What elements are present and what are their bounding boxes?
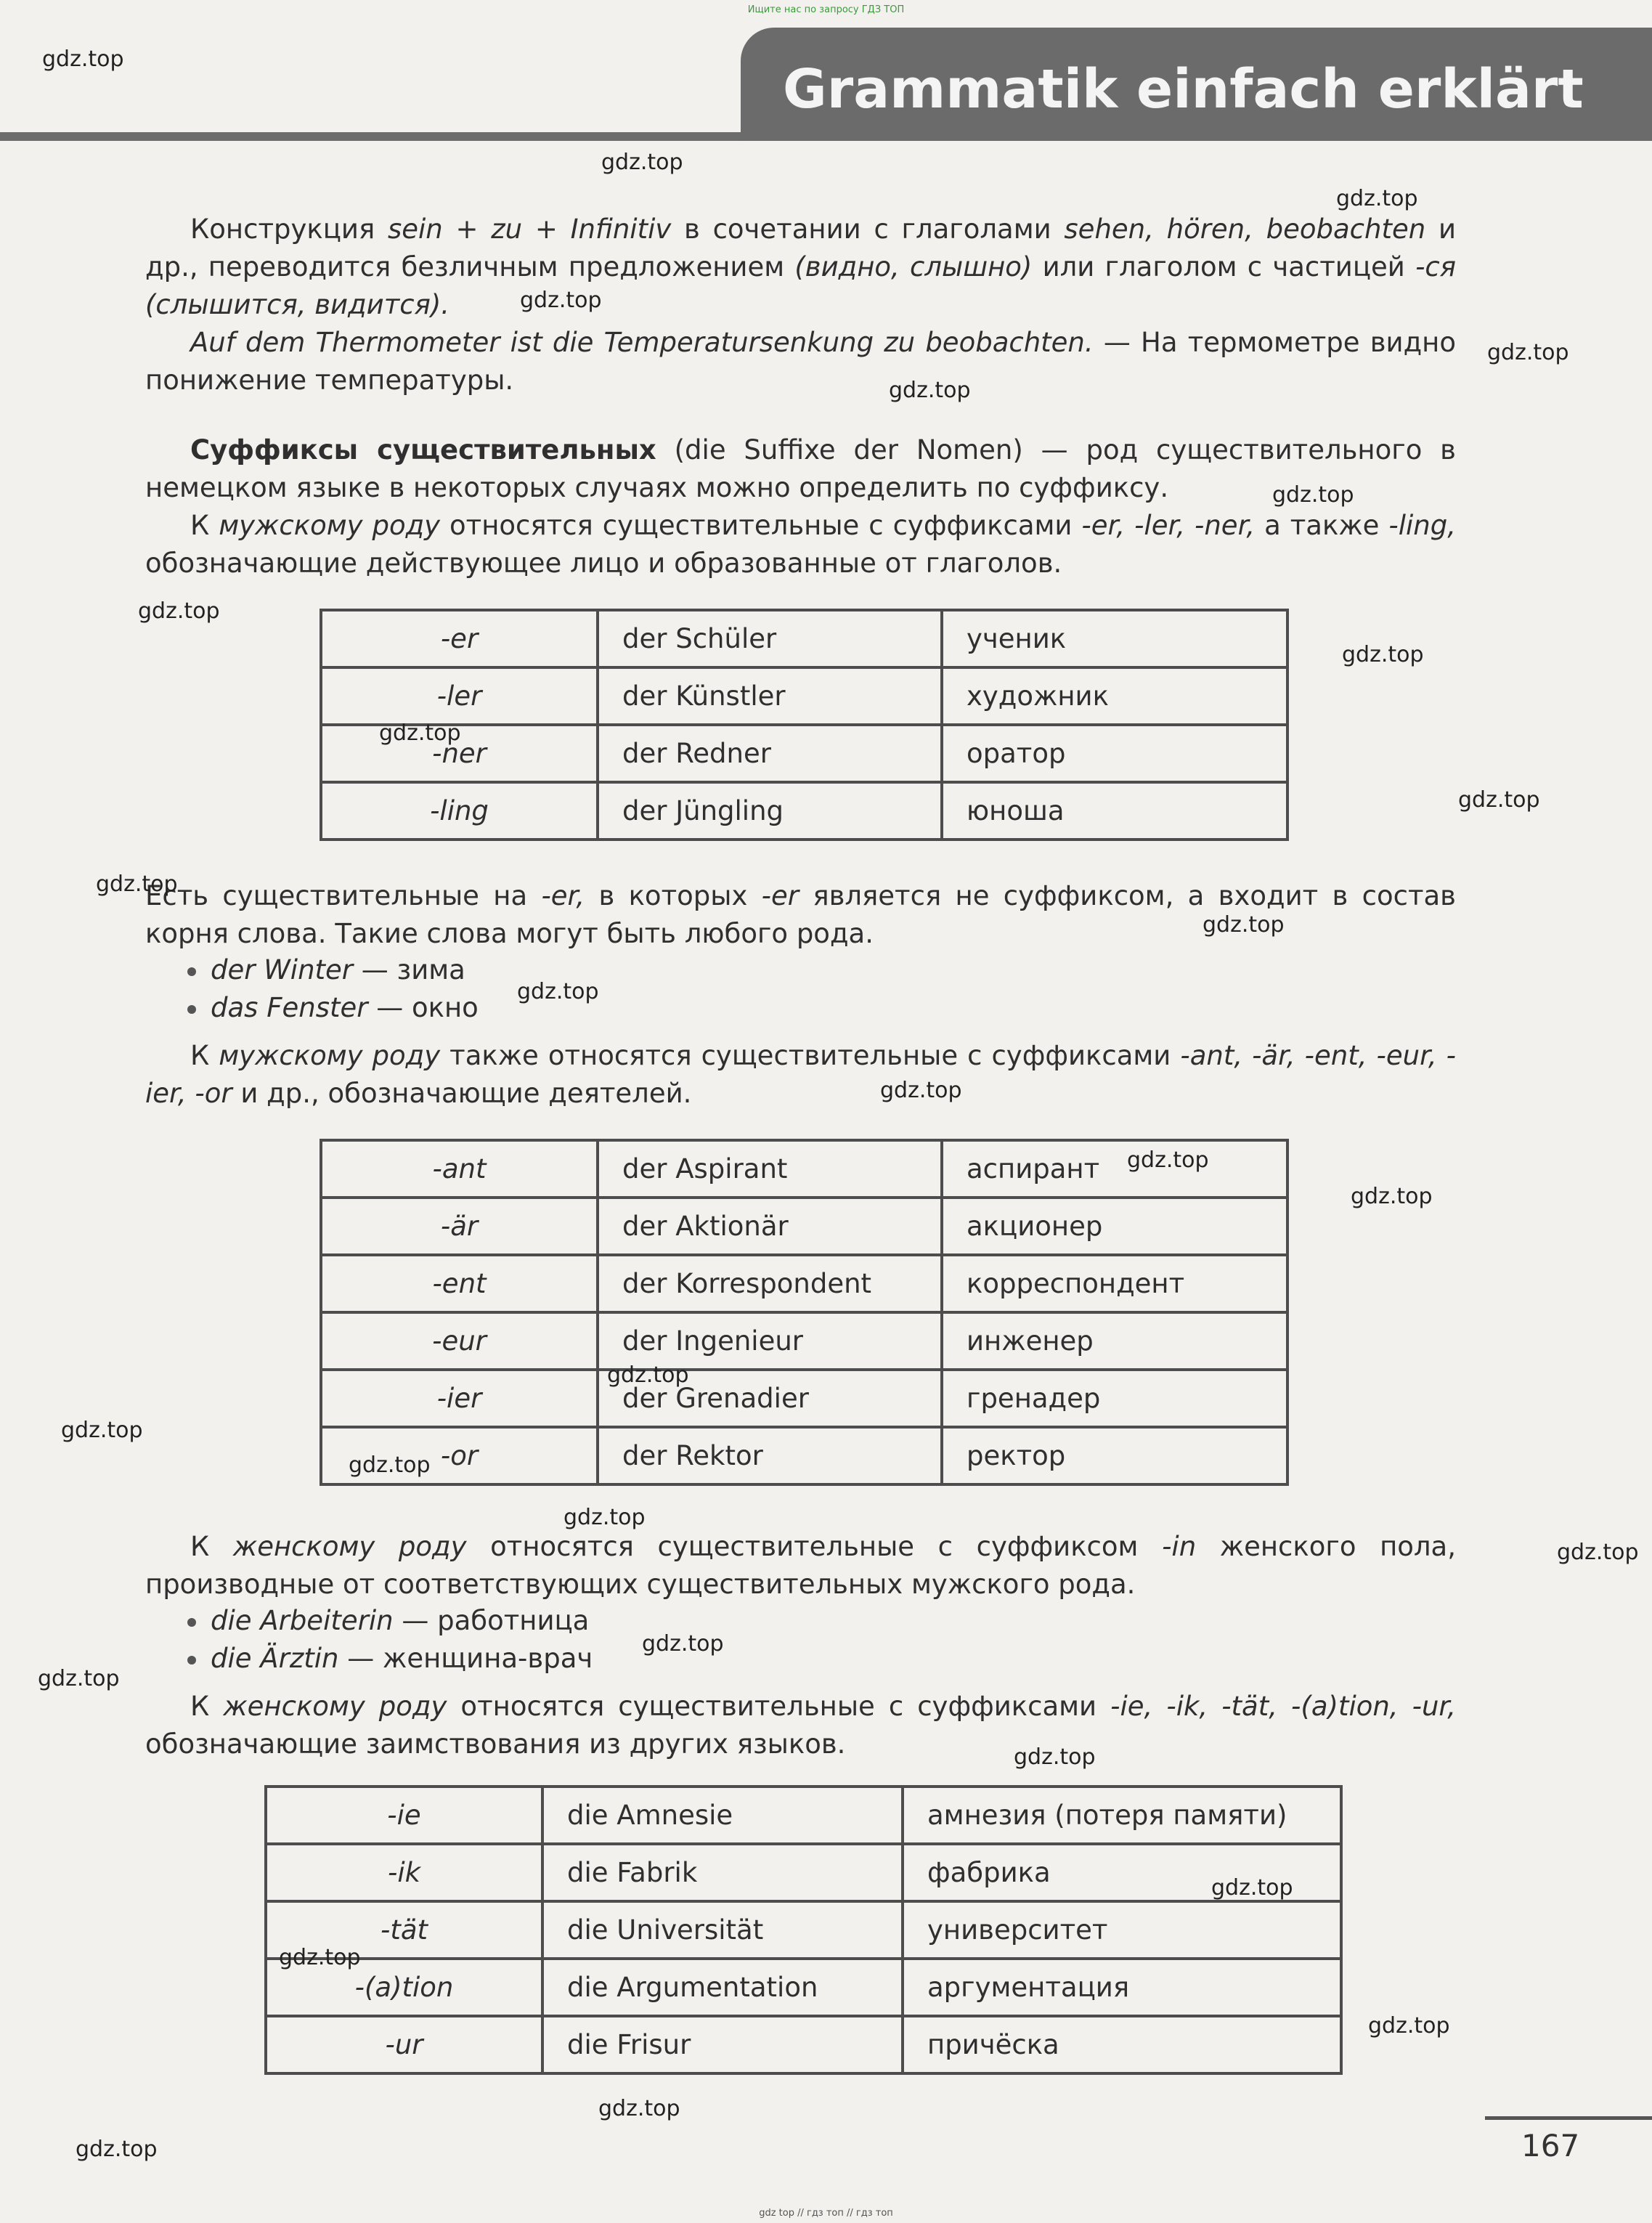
list-item: der Winter — зима — [187, 951, 465, 989]
table-row — [321, 1370, 1287, 1427]
table-row — [321, 667, 1287, 725]
table-row — [266, 1901, 1341, 1959]
table-row — [266, 1787, 1341, 1844]
table-cell: der Ingenieur — [598, 1312, 942, 1370]
watermark: gdz.top — [642, 1631, 724, 1657]
table-cell: аргументация — [903, 1959, 1341, 2016]
table-cell: der Grenadier — [598, 1370, 942, 1427]
table-cell: die Argumentation — [542, 1959, 903, 2016]
suffix-table-1 — [320, 609, 1289, 841]
table-cell: die Frisur — [542, 2016, 903, 2073]
table-cell: университет — [903, 1901, 1341, 1959]
table-cell: юноша — [942, 782, 1287, 840]
watermark: gdz.top — [1342, 642, 1424, 667]
watermark: gdz.top — [880, 1078, 962, 1103]
suffix-table-2 — [320, 1139, 1289, 1486]
watermark: gdz.top — [517, 979, 599, 1004]
watermark: gdz.top — [1557, 1540, 1639, 1565]
suffix-cell: -ik — [266, 1844, 542, 1901]
table-cell: der Jüngling — [598, 782, 942, 840]
footer-rule — [1485, 2116, 1652, 2120]
watermark: gdz.top — [96, 871, 178, 897]
table-cell: ученик — [942, 610, 1287, 667]
table-cell: причёска — [903, 2016, 1341, 2073]
watermark: gdz.top — [889, 378, 971, 403]
section-heading: Суффиксы существительных — [190, 434, 656, 466]
table-row — [321, 1198, 1287, 1255]
suffix-cell: -ur — [266, 2016, 542, 2073]
watermark: gdz.top — [1211, 1875, 1293, 1901]
table-row — [321, 610, 1287, 667]
watermark: gdz.top — [61, 1418, 143, 1443]
table-cell: der Aspirant — [598, 1140, 942, 1198]
table-cell: корреспондент — [942, 1255, 1287, 1312]
watermark: gdz.top — [349, 1452, 431, 1478]
watermark: gdz.top — [520, 288, 602, 313]
list-item: die Arbeiterin — работница — [187, 1602, 589, 1640]
feminine-paragraph-2: К женскому роду относятся существительные с суффиксами -ie, -ik, -tät, -(a)tion, -ur, обозначающие заимствования из других языков. — [145, 1691, 1456, 1760]
watermark: gdz.top — [1458, 787, 1540, 813]
suffix-cell: -tät — [266, 1901, 542, 1959]
table-cell: фабрика — [903, 1844, 1341, 1901]
watermark: gdz.top — [601, 150, 683, 175]
list-item: das Fenster — окно — [187, 989, 479, 1027]
intro-example: Auf dem Thermometer ist die Temperatursenkung zu beobachten. — На термометре видно понижение температуры. — [145, 327, 1456, 396]
watermark: gdz.top — [563, 1505, 646, 1530]
watermark: gdz.top — [1014, 1744, 1096, 1770]
bullet-icon — [187, 1005, 196, 1014]
table-cell: инженер — [942, 1312, 1287, 1370]
feminine-paragraph-1: К женскому роду относятся существительные с суффиксом -in женского пола, производные от соответствующих существительных мужского рода. — [145, 1531, 1456, 1600]
table-row — [321, 782, 1287, 840]
watermark: gdz.top — [379, 720, 461, 746]
page-number: 167 — [1521, 2128, 1580, 2163]
suffix-cell: -är — [321, 1198, 598, 1255]
table-cell: die Universität — [542, 1901, 903, 1959]
table-cell: der Aktionär — [598, 1198, 942, 1255]
watermark: gdz.top — [1203, 912, 1285, 938]
page-title: Grammatik einfach erklärt — [783, 58, 1584, 121]
table-cell: художник — [942, 667, 1287, 725]
table-cell: гренадер — [942, 1370, 1287, 1427]
suffix-cell: -ler — [321, 667, 598, 725]
watermark: gdz.top — [607, 1362, 689, 1388]
intro-paragraph-1: Конструкция sein + zu + Infinitiv в сочетании с глаголами sehen, hören, beobachten и др., переводится безличным предложением (видно, слышно) или глаголом с частицей -ся (слышится, видится). — [145, 214, 1457, 320]
bullet-icon — [187, 1656, 196, 1665]
header-rule — [0, 132, 806, 141]
table-cell: der Rektor — [598, 1427, 942, 1484]
section-heading-paragraph: Суффиксы существительных (die Suffixe der Nomen) — род существительного в немецком языке в некоторых случаях можно определить по суффиксу. — [145, 434, 1456, 503]
table-row — [321, 1312, 1287, 1370]
table-row — [266, 1844, 1341, 1901]
table-cell: акционер — [942, 1198, 1287, 1255]
suffix-table-3 — [264, 1785, 1343, 2075]
table-cell: der Schüler — [598, 610, 942, 667]
table-row — [321, 1427, 1287, 1484]
suffix-cell: -eur — [321, 1312, 598, 1370]
watermark: gdz.top — [76, 2137, 158, 2162]
suffix-cell: -ie — [266, 1787, 542, 1844]
masculine-paragraph-2: К мужскому роду также относятся существительные с суффиксами -ant, -är, -ent, -eur, -ier, -or и др., обозначающие деятелей. — [145, 1040, 1456, 1109]
watermark: gdz.top — [1351, 1184, 1433, 1209]
table-cell: аспирант — [942, 1140, 1287, 1198]
watermark: gdz.top — [1127, 1147, 1209, 1173]
table-row — [266, 2016, 1341, 2073]
root-er-paragraph: Есть существительные на -er, в которых -er является не суффиксом, а входит в состав корня слова. Такие слова могут быть любого рода. — [145, 880, 1456, 949]
footer-note: gdz top // гдз топ // гдз топ — [759, 2208, 893, 2219]
table-cell: der Korrespondent — [598, 1255, 942, 1312]
table-cell: оратор — [942, 725, 1287, 782]
watermark: gdz.top — [1487, 340, 1569, 365]
search-hint: Ищите нас по запросу ГДЗ ТОП — [747, 4, 905, 15]
list-item: die Ärztin — женщина-врач — [187, 1640, 593, 1678]
bullet-icon — [187, 967, 196, 976]
bullet-icon — [187, 1618, 196, 1627]
watermark: gdz.top — [138, 598, 220, 624]
table-cell: der Künstler — [598, 667, 942, 725]
watermark: gdz.top — [42, 46, 124, 72]
suffix-cell: -er — [321, 610, 598, 667]
watermark: gdz.top — [279, 1945, 361, 1970]
table-cell: der Redner — [598, 725, 942, 782]
suffix-cell: -ling — [321, 782, 598, 840]
suffix-cell: -ant — [321, 1140, 598, 1198]
table-row — [321, 1255, 1287, 1312]
table-cell: амнезия (потеря памяти) — [903, 1787, 1341, 1844]
watermark: gdz.top — [1368, 2013, 1450, 2039]
table-cell: die Amnesie — [542, 1787, 903, 1844]
table-cell: ректор — [942, 1427, 1287, 1484]
watermark: gdz.top — [38, 1666, 120, 1691]
watermark: gdz.top — [598, 2096, 680, 2121]
suffix-cell: -ent — [321, 1255, 598, 1312]
suffix-cell: -or — [321, 1427, 598, 1484]
table-cell: die Fabrik — [542, 1844, 903, 1901]
suffix-cell: -ier — [321, 1370, 598, 1427]
watermark: gdz.top — [1336, 186, 1418, 211]
suffix-cell: -(a)tion — [266, 1959, 542, 2016]
table-row — [266, 1959, 1341, 2016]
table-row — [321, 725, 1287, 782]
suffix-cell: -ner — [321, 725, 598, 782]
masculine-paragraph-1: К мужскому роду относятся существительные с суффиксами -er, -ler, -ner, а также -ling, обозначающие действующее лицо и образованные от глаголов. — [145, 510, 1456, 579]
watermark: gdz.top — [1272, 482, 1354, 508]
